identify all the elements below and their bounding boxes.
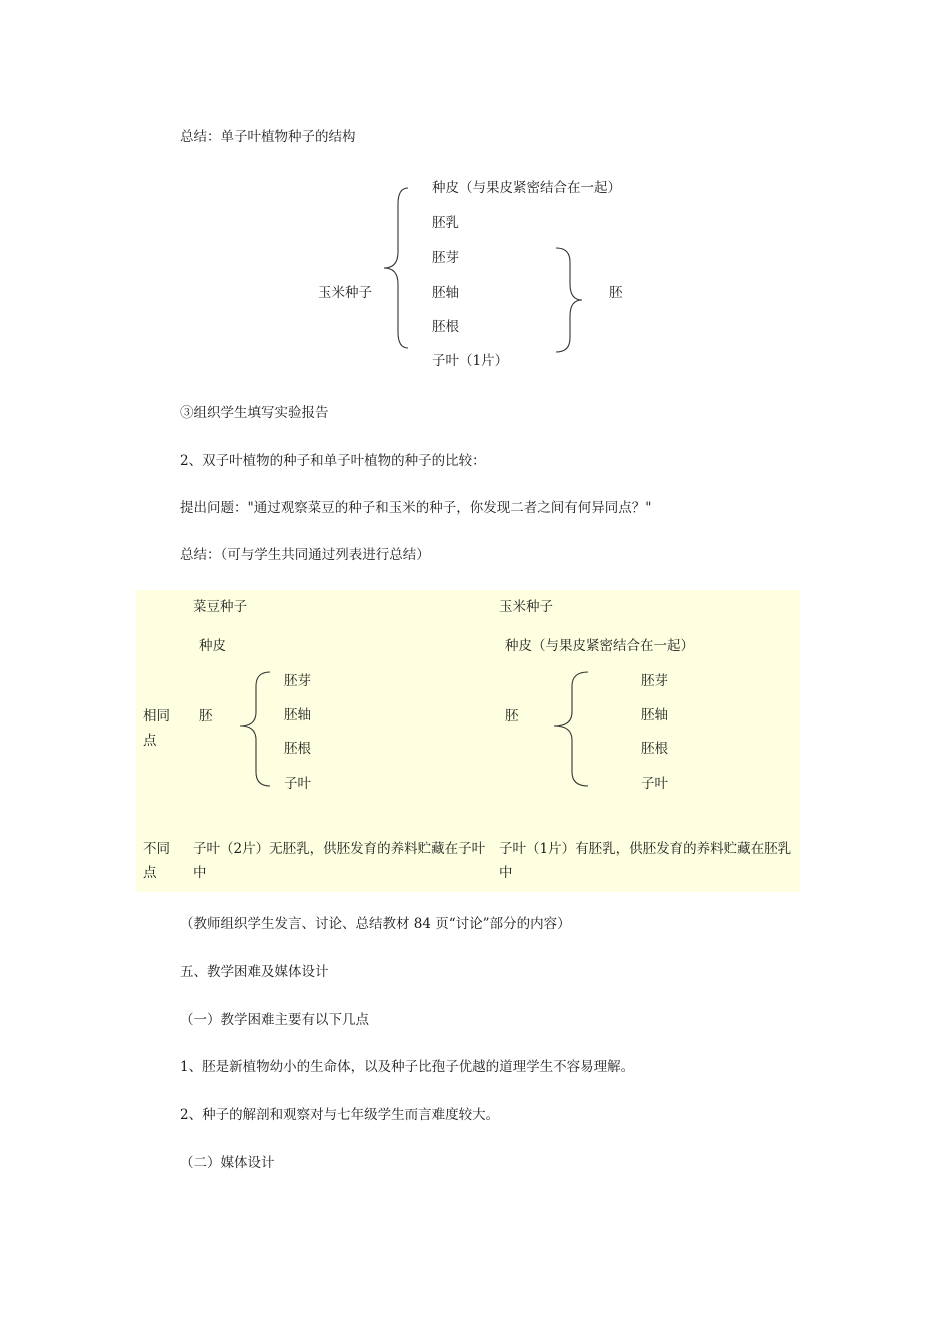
corn-diff-line1: 子叶（1片）有胚乳，供胚发育的养料贮藏在胚乳 [499, 841, 792, 857]
diagram-part-endosperm: 胚乳 [432, 215, 459, 231]
corn-embryo-label: 胚 [505, 708, 519, 724]
diagram-part-radicle: 胚根 [432, 319, 459, 335]
subsection2-heading: （二）媒体设计 [180, 1155, 275, 1171]
same-label-line2: 点 [143, 733, 157, 749]
step3-text: ③组织学生填写实验报告 [180, 405, 329, 421]
bean-part-hypocotyl: 胚轴 [284, 707, 311, 723]
bean-embryo-brace [236, 668, 272, 792]
question-text: 提出问题："通过观察菜豆的种子和玉米的种子，你发现二者之间有何异同点？" [180, 500, 652, 516]
diagram-part-hypocotyl: 胚轴 [432, 285, 459, 301]
diagram-part-seedcoat: 种皮（与果皮紧密结合在一起） [432, 180, 621, 196]
corn-header: 玉米种子 [499, 599, 553, 615]
summary2-text: 总结：（可与学生共同通过列表进行总结） [180, 547, 430, 563]
corn-part-cotyledon: 子叶 [641, 776, 668, 792]
bean-part-radicle: 胚根 [284, 741, 311, 757]
subsection1-heading: （一）教学困难主要有以下几点 [180, 1012, 369, 1028]
left-brace [380, 180, 410, 360]
diagram-part-cotyledon: 子叶（1片） [432, 353, 509, 369]
corn-seedcoat: 种皮（与果皮紧密结合在一起） [505, 638, 694, 654]
corn-diff-line2: 中 [499, 865, 513, 881]
paragraph-2: 2、种子的解剖和观察对与七年级学生而言难度较大。 [180, 1107, 500, 1123]
diagram-group-embryo: 胚 [609, 285, 623, 301]
corn-part-radicle: 胚根 [641, 741, 668, 757]
same-label-line1: 相同 [143, 708, 170, 724]
bean-diff-line1: 子叶（2片）无胚乳，供胚发育的养料贮藏在子叶 [193, 841, 486, 857]
item2-text: 2、双子叶植物的种子和单子叶植物的种子的比较： [180, 453, 486, 469]
bean-part-plumule: 胚芽 [284, 673, 311, 689]
bean-seedcoat: 种皮 [199, 638, 226, 654]
diagram-root-label: 玉米种子 [318, 285, 372, 301]
corn-part-hypocotyl: 胚轴 [641, 707, 668, 723]
diff-label-line2: 点 [143, 865, 157, 881]
bean-header: 菜豆种子 [193, 599, 247, 615]
bean-diff-line2: 中 [193, 865, 207, 881]
section5-heading: 五、教学困难及媒体设计 [180, 964, 329, 980]
right-brace [552, 244, 586, 358]
diff-label-line1: 不同 [143, 841, 170, 857]
bean-part-cotyledon: 子叶 [284, 776, 311, 792]
corn-part-plumule: 胚芽 [641, 673, 668, 689]
paragraph-1: 1、胚是新植物幼小的生命体，以及种子比孢子优越的道理学生不容易理解。 [180, 1059, 635, 1075]
bean-embryo-label: 胚 [199, 708, 213, 724]
corn-embryo-brace [550, 668, 590, 792]
teacher-note: （教师组织学生发言、讨论、总结教材 84 页“讨论”部分的内容） [180, 916, 571, 932]
diagram-part-plumule: 胚芽 [432, 250, 459, 266]
summary-heading: 总结：单子叶植物种子的结构 [180, 129, 356, 145]
